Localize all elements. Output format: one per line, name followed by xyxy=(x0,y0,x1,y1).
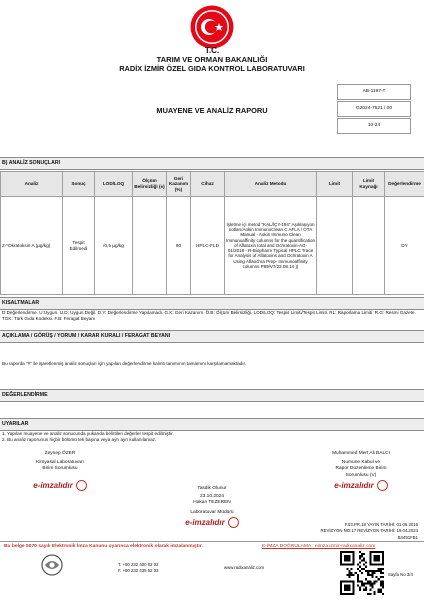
header-lab: RADİX İZMİR ÖZEL GIDA KONTROL LABORATUVARI xyxy=(119,64,305,73)
col-header-analiz: Analiz xyxy=(1,172,63,197)
cell-lod: /0,5 µg/kg xyxy=(95,197,133,295)
cell-sonuc: Tespit Edilmedi xyxy=(63,197,95,295)
esign-logo-icon xyxy=(76,480,87,491)
col-header-limit: Limit xyxy=(317,172,353,197)
signer-role: Birim Sorumlusu xyxy=(42,466,78,472)
signature-center xyxy=(150,486,274,529)
signer-name: Zeynep ÖZER xyxy=(44,451,76,456)
table-row xyxy=(1,197,424,295)
section-analysis-results: B) ANALİZ SONUÇLARI xyxy=(0,157,424,170)
col-header-cihaz: Cihaz xyxy=(191,172,225,197)
section-explanation: AÇIKLAMA / GÖRÜŞ / YORUM / KARAR KURALI / FERAGAT BEYANI xyxy=(0,330,424,343)
form-revision-info: REVİZYON NO:17 REVİZYON TARİHİ: 19.04.2024 xyxy=(320,528,418,533)
page-number: Sayfa No 3/4 xyxy=(388,572,413,577)
ref-code-2: G2024-7521 / 00 xyxy=(337,101,411,117)
header-ministry: TARIM VE ORMAN BAKANLIĞI xyxy=(156,55,268,64)
approver-role: Laboratuvar Müdürü xyxy=(190,509,234,515)
cell-olcum xyxy=(133,197,167,295)
qr-code[interactable] xyxy=(340,551,384,595)
ref-code-3: 10-24 xyxy=(337,118,411,134)
abbreviations-text: D:Değerlendirme. U:Uygun. U.D: Uygun Değil. D.Y: Değerlendirme Yapılamadı. G.K: Geri Kazanım. Ö.B: Ölçüm Belirsizliği. LOD/LOQ: Tespis Limiti/Tespit Limiti. RL: Raporlama Limiti. R.G: Resmi Gazete. TGK: Türk Gıda Kodeksi. F.B: Feragat Beyanı xyxy=(2,310,416,321)
cell-kaynak xyxy=(353,197,385,295)
document-code: B4491FB1 xyxy=(397,535,418,540)
footer-phone: T. +90 232 400 02 02 xyxy=(118,562,159,567)
esign-label: e-imzalıdır xyxy=(33,480,73,490)
footer-fax: F. +90 232 435 52 03 xyxy=(118,568,159,573)
signer-role: Numune Kabul ve xyxy=(341,460,381,466)
col-header-degerlendirme: Değerlendirme xyxy=(385,172,424,197)
esign-label: e-imzalıdır xyxy=(185,517,225,527)
cell-metod: İşletme içi metod "KAL/İÇY-194" Aşıklaşıyon notları/Aokin ImmunoClean C AFLA / OTA Manual - Aokin Immuno Clean Immunoaffinity columns for the quantification of Aflatoxin total and Ochratoxin-AG-01/2018 - R-Biopharm Typical HPLC Trace for Analysis of Aflatoxins and Ochratoxin A Using Aflaochra Prep- Immunoaffinity columns P89/V7/22.08.14 )) xyxy=(225,197,317,295)
header-tc: T.C. xyxy=(204,46,220,55)
section-abbreviations: KISALTMALAR xyxy=(0,297,424,310)
form-publish-info: F.03.PR.18 YAYIN TARİHİ: 01.06.2016 xyxy=(344,522,418,527)
col-header-kaynak: Limit Kaynağı xyxy=(353,172,385,197)
explanation-text: Bu raporda "#" ile işaretlenmiş analiz sonuçları için yapılan değerlendirme kalıntı tanımının tamamını karşılamamaktadır. xyxy=(2,361,247,366)
footer-website[interactable]: www.radixanaliz.com xyxy=(224,565,265,570)
cell-geri: 90 xyxy=(167,197,191,295)
ministry-emblem xyxy=(188,4,236,50)
approval-title: Tasdik Olunur xyxy=(197,486,227,491)
signer-role: Rapor Düzenleme Birim xyxy=(335,466,387,472)
signature-left xyxy=(10,451,110,492)
cell-degerlendirme: DY xyxy=(385,197,424,295)
footer-divider xyxy=(0,541,424,542)
ref-code-1: AB-1197-T xyxy=(337,84,411,100)
section-warnings: UYARILAR xyxy=(0,418,424,431)
esign-logo-icon xyxy=(377,480,388,491)
signer-role: Kimyasal Laboratuvarı xyxy=(36,460,84,466)
results-table xyxy=(0,171,424,295)
section-evaluation: DEĞERLENDİRME xyxy=(0,389,424,402)
cell-cihaz: HPLC-FLD xyxy=(191,197,225,295)
warning-item-2: 2. Bu analiz raporunun hiçbir bölümü tek başına veya ayrı ayrı kullanılamaz. xyxy=(2,437,157,442)
approver-name: Hakan TEZEREN xyxy=(193,500,231,506)
cell-analiz: 2-*Okratoksin A (µg/kg) xyxy=(1,197,63,295)
approval-date: 23.10.2024 xyxy=(199,494,224,500)
col-header-sonuc: Sonuç xyxy=(63,172,95,197)
col-header-geri: Geri Kazanım (%) xyxy=(167,172,191,197)
warning-item-1: 1. Yapılan muayene ve analiz sonucunda yukarıda belirtilen değerler tespit edilmiştir. xyxy=(2,431,174,436)
col-header-metod: Analiz Metodu xyxy=(225,172,317,197)
report-title: MUAYENE VE ANALİZ RAPORU xyxy=(156,106,268,115)
col-header-lod: LOD/LOQ xyxy=(95,172,133,197)
cell-limit xyxy=(317,197,353,295)
signer-role: Sorumlusu (V) xyxy=(345,472,377,478)
radix-logo-icon xyxy=(40,553,64,577)
esign-notice: Bu belge 5070 sayılı Elektronik İmza Kanunu uyarınca elektronik olarak imzalanmıştır. xyxy=(4,544,203,549)
col-header-olcum: Ölçüm Belirsizliği (±) xyxy=(133,172,167,197)
signer-name: Muhammed Mert Ali BALCI xyxy=(332,451,390,456)
signature-right xyxy=(304,451,418,492)
esign-verify-link[interactable]: E-İMZA DOĞRULAMA : eimza.izmir-radixanaliz.com xyxy=(262,544,376,549)
esign-label: e-imzalıdır xyxy=(334,480,374,490)
esign-logo-icon xyxy=(228,517,239,528)
